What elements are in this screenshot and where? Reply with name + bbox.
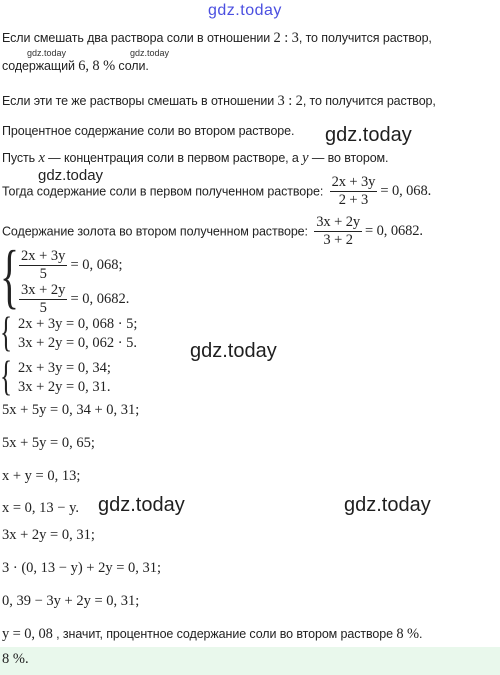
system-eq-1 [16,248,123,283]
solution-text: Тогда содержание соли в первом полученном растворе: [2,184,327,199]
var-x: x [38,150,45,166]
conclusion-line [2,626,422,643]
system-eq-2 [16,282,129,317]
problem-text: соли. [115,59,149,73]
fraction [330,174,378,209]
first-mixture-line [2,174,431,209]
fraction [19,248,67,283]
system-eq-5: 2x + 3y = 0, 34; [18,360,111,376]
problem-text: содержащий [2,59,79,73]
equation-step: 0, 39 − 3y + 2y = 0, 31; [2,593,140,609]
y-value: y = 0, 08 [2,626,53,642]
ratio: 2 : 3 [273,30,299,46]
solution-text: , значит, процентное содержание соли во втором растворе [52,627,397,641]
percent: 8 % [396,626,420,642]
system-eq-4: 3x + 2y = 0, 062 · 5. [18,335,138,351]
second-mixture-line [2,214,423,249]
problem-text: Если смешать два раствора соли в отношении [2,31,274,45]
numerator: 2x + 3y [21,248,66,264]
numerator: 2x + 3y [331,174,376,190]
result: = 0, 0682. [365,223,423,239]
problem-line-3 [2,93,436,110]
problem-line-2 [2,58,149,75]
answer: 8 %. [2,651,29,667]
denominator: 5 [19,265,67,283]
equation-step: 5x + 5y = 0, 34 + 0, 31; [2,402,140,418]
numerator: 3x + 2y [21,282,66,298]
result: = 0, 068. [380,183,432,199]
result: = 0, 0682. [70,291,130,307]
fraction [19,282,67,317]
solution-text: . [419,627,423,641]
equation-step: x = 0, 13 − y. [2,500,80,516]
numerator: 3x + 2y [316,214,361,230]
equation-step: 5x + 5y = 0, 65; [2,435,95,451]
equation-step: x + y = 0, 13; [2,468,81,484]
watermark: gdz.today [130,48,170,58]
watermark: gdz.today [344,494,431,516]
denominator: 2 + 3 [330,191,378,209]
percent: 6, 8 % [78,58,116,74]
denominator: 5 [19,299,67,317]
question-line: Процентное содержание соли во втором растворе. [2,124,295,138]
watermark: gdz.today [190,340,277,362]
system-eq-3: 2x + 3y = 0, 068 · 5; [18,316,138,332]
ratio: 3 : 2 [277,93,303,109]
problem-line-1 [2,30,432,47]
system-eq-6: 3x + 2y = 0, 31. [18,379,111,395]
problem-text: , то получится раствор, [302,94,436,108]
solution-text: Пусть [2,151,39,165]
system-brace: { [0,236,20,316]
fraction [314,214,362,249]
denominator: 3 + 2 [314,231,362,249]
solution-text: Содержание золота во втором полученном растворе: [2,224,312,239]
system-brace: { [0,310,13,356]
let-line [2,150,388,167]
equation-step: 3 · (0, 13 − y) + 2y = 0, 31; [2,560,162,576]
answer-bar [0,647,500,675]
watermark: gdz.today [98,494,185,516]
equation-step: 3x + 2y = 0, 31; [2,527,95,543]
result: = 0, 068; [70,257,123,273]
solution-text: — концентрация соли в первом растворе, а [44,151,303,165]
var-y: y [302,150,309,166]
solution-text: — во втором. [308,151,389,165]
system-brace: { [0,354,13,400]
watermark: gdz.today [38,167,104,184]
watermark: gdz.today [325,124,412,146]
problem-text: Если эти те же растворы смешать в отношении [2,94,278,108]
problem-text: , то получится раствор, [298,31,432,45]
header-watermark: gdz.today [208,2,282,19]
watermark: gdz.today [27,48,67,58]
